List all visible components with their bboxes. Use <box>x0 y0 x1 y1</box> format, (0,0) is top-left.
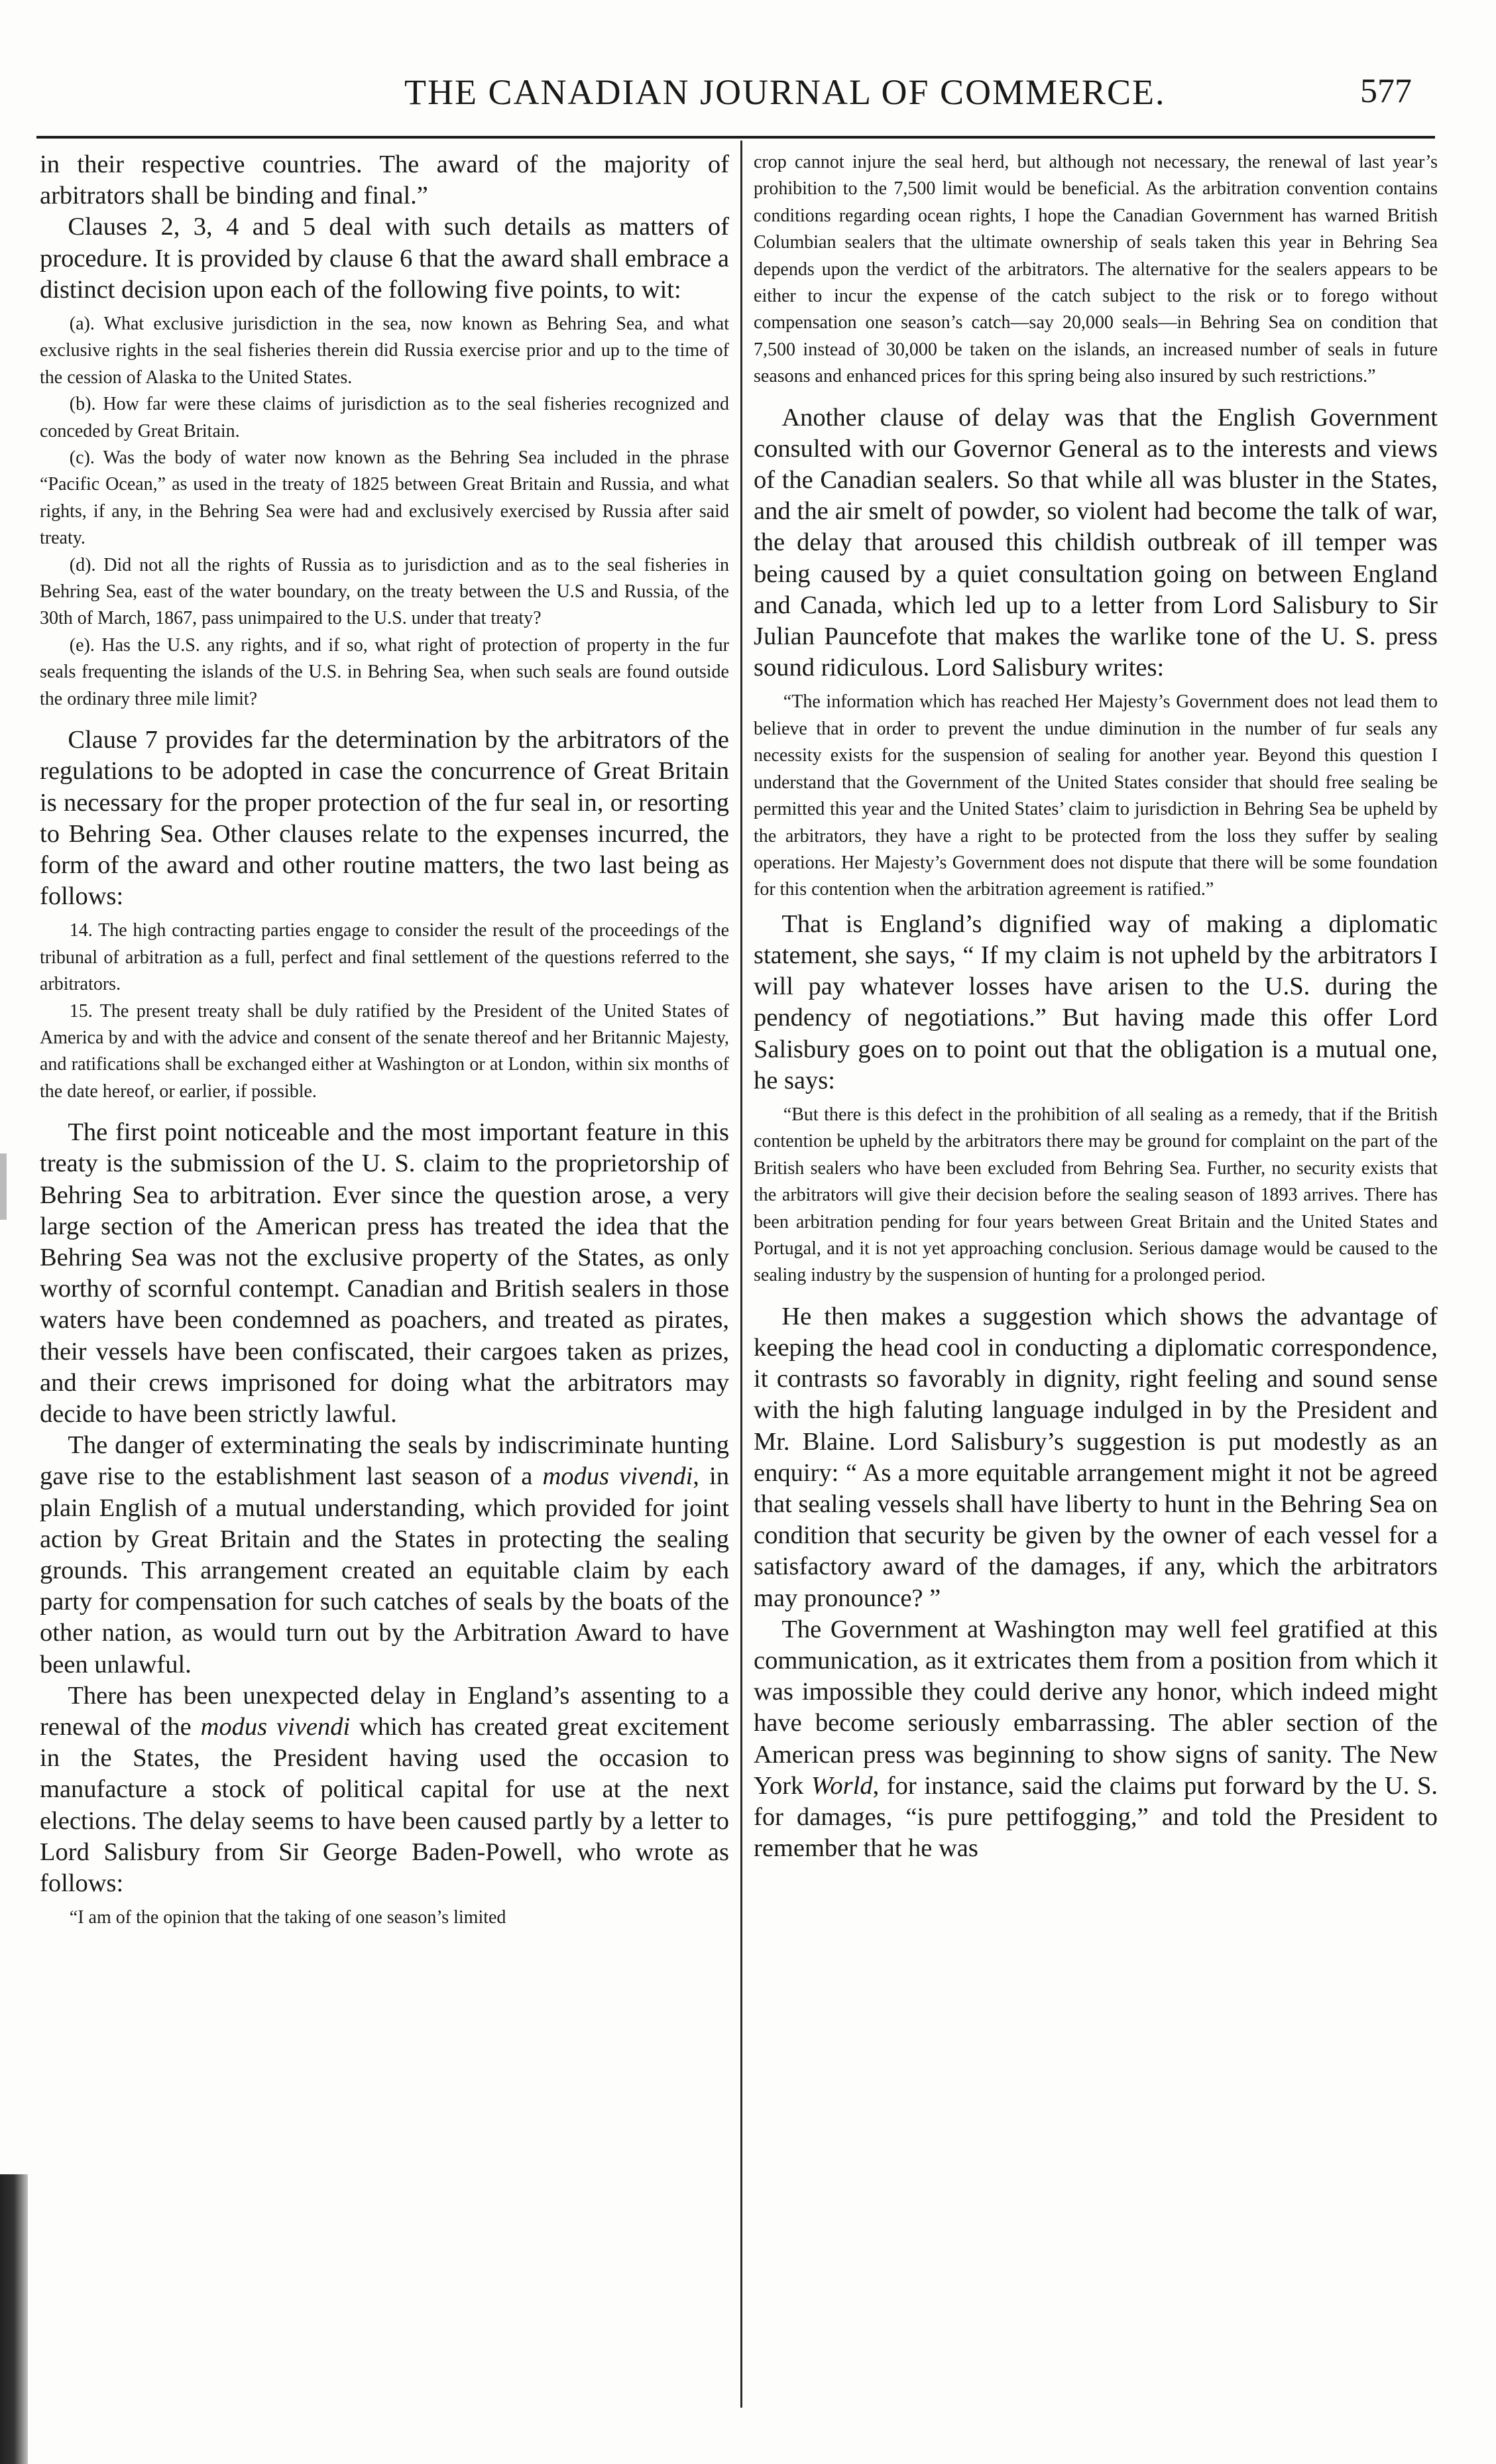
paragraph <box>40 1430 729 1680</box>
quoted-letter: “The information which has reached Her Majesty’s Government does not lead them to believe that in order to prevent the undue diminution in the number of fur seals any necessity exists for the suspension of sealing for another year. Beyond this question I understand that the Government of the United States consider that should free sealing be permitted this year and the United States’ claim to jurisdiction in Behring Sea be upheld by the arbitrators, they have a right to be protected from the loss they suffer by sealing operations. Her Majesty’s Government does not dispute that there will be some foundation for this contention when the arbitration agreement is ratified.” <box>754 691 1438 900</box>
scan-margin-mark <box>0 1153 7 1220</box>
quoted-clause: (e). Has the U.S. any rights, and if so, what right of protection of property in the fur seals frequenting the islands of the U.S. in Behring Sea, when such seals are found outside the ordinary three mile limit? <box>40 634 729 709</box>
page-header <box>86 72 1412 118</box>
spacer <box>754 1096 1438 1102</box>
italic-term: World <box>811 1771 873 1800</box>
page-number: 577 <box>1360 72 1412 110</box>
paragraph: Clauses 2, 3, 4 and 5 deal with such details as matters of procedure. It is provided by clause 6 that the award shall embrace a distinct decision upon each of the following five points, to wit: <box>40 213 729 304</box>
text-run: which has created great excitement in the States, the President having used the occasion to manufacture a stock of political capital for use at the next elections. The delay seems to have been caused partly by a letter to Lord Salisbury from Sir George Baden-Powell, who wrote as follows: <box>40 1713 729 1898</box>
left-column <box>40 149 729 2430</box>
spacer <box>40 306 729 311</box>
quoted-clause: 14. The high contracting parties engage to consider the result of the proceedings of the tribunal of arbitration as a full, perfect and final settlement of the questions referred to the arbitrators. <box>40 920 729 995</box>
quoted-clause: (a). What exclusive jurisdiction in the sea, now known as Behring Sea, and what exclusive rights in the seal fisheries therein did Russia exercise prior and up to the time of the cession of Alaska to the United States. <box>40 314 729 388</box>
paragraph: The first point noticeable and the most important feature in this treaty is the submission of the U. S. claim to the proprietorship of Behring Sea to arbitration. Ever since the question arose, a very large section of the American press has treated the idea that the Behring Sea was not the exclusive property of the States, as only worthy of scornful contempt. Canadian and British sealers in those waters have been condemned as poachers, and treated as pirates, their vessels have been confiscated, their cargoes taken as prizes, and their crews imprisoned for doing what the arbitrators may decide to have been strictly lawful. <box>40 1118 729 1428</box>
scan-binding-shadow <box>0 2174 28 2464</box>
column-rule <box>740 141 742 2408</box>
paragraph <box>754 1614 1438 1865</box>
quoted-clause: (c). Was the body of water now known as the Behring Sea included in the phrase “Pacific Ocean,” as used in the treaty of 1825 between Great Britain and Russia, and what rights, if any, in the Behring Sea were had and exclusively exercised by Russia after said treaty. <box>40 447 729 549</box>
text-run: The Government at Washington may well feel gratified at this communication, as it extricates them from a position from which it was impossible they could derive any honor, which indeed might have become seriously embarrassing. The abler section of the American press was beginning to show signs of sanity. The New York <box>754 1615 1438 1800</box>
spacer <box>754 1289 1438 1301</box>
paragraph: That is England’s dignified way of making a diplomatic statement, she says, “ If my claim is not upheld by the arbitrators I will pay whatever losses have arisen to the U.S. during the pendency of negotiations.” But having made this offer Lord Salisbury goes on to point out that the obligation is a mutual one, he says: <box>754 909 1438 1094</box>
spacer <box>754 904 1438 909</box>
paragraph <box>40 1680 729 1899</box>
spacer <box>40 1899 729 1905</box>
spacer <box>754 683 1438 689</box>
text-run: , in plain English of a mutual understanding, which provided for joint action by Great Britain and the States in protecting the sealing grounds. This arrangement created an equitable claim by each party for compensation for such catches of seals by the boats of the other nation, as would turn out by the Arbitration Award to have been unlawful. <box>40 1462 729 1678</box>
paragraph: Another clause of delay was that the English Government consulted with our Governor General as to the interests and views of the Canadian sealers. So that while all was bluster in the States, and the air smelt of powder, so violent had become the talk of war, the delay that aroused this childish outbreak of ill temper was being caused by a quiet consultation going on between England and Canada, which led up to a letter from Lord Salisbury to Sir Julian Pauncefote that makes the warlike tone of the U. S. press sound ridiculous. Lord Salisbury writes: <box>754 403 1438 682</box>
spacer <box>40 1105 729 1117</box>
quoted-letter: “I am of the opinion that the taking of one season’s limited <box>69 1907 506 1928</box>
right-column <box>754 149 1438 2430</box>
spacer <box>40 713 729 725</box>
quoted-letter: “But there is this defect in the prohibition of all sealing as a remedy, that if the British contention be upheld by the arbitrators there may be ground for complaint on the part of the British sealers who have been excluded from Behring Sea. Further, no security exists that the arbitrators will give their decision before the sealing season of 1893 arrives. There has been arbitration pending for four years between Great Britain and the United States and Portugal, and it is not yet approaching conclusion. Serious damage would be caused to the sealing industry by the suspension of hunting for a prolonged period. <box>754 1104 1438 1286</box>
text-run: There has been unexpected delay in England’s assenting to a renewal of the <box>40 1681 729 1741</box>
italic-term: modus vivendi <box>542 1462 693 1491</box>
paragraph: He then makes a suggestion which shows the advantage of keeping the head cool in conducting a diplomatic correspondence, it contrasts so favorably in dignity, right feeling and sound sense with the high faluting language indulged in by the President and Mr. Blaine. Lord Salisbury’s suggestion is put modestly as an enquiry: “ As a more equitable arrangement might it not be agreed that sealing vessels shall have liberty to hunt in the Behring Sea on condition that security be given by the owner of each vessel for a satisfactory award of the damages, if any, which the arbitrators may pronounce? ” <box>754 1302 1438 1612</box>
paragraph: in their respective countries. The award of the majority of arbitrators shall be binding and final.” <box>40 150 729 210</box>
italic-term: modus vivendi <box>200 1713 351 1741</box>
header-rule <box>36 136 1435 139</box>
spacer <box>754 390 1438 402</box>
paragraph: Clause 7 provides far the determination by the arbitrators of the regulations to be adopted in case the concurrence of Great Britain is necessary for the proper protection of the fur seal in, or resorting to Behring Sea. Other clauses relate to the expenses incurred, the form of the award and other routine matters, the two last being as follows: <box>40 726 729 911</box>
journal-title: THE CANADIAN JOURNAL OF COMMERCE. <box>404 72 1166 112</box>
text-run: The danger of exterminating the seals by indiscriminate hunting gave rise to the establishment last season of a <box>40 1431 729 1491</box>
quoted-clause: (b). How far were these claims of jurisdiction as to the seal fisheries recognized and conceded by Great Britain. <box>40 394 729 441</box>
quoted-clause: 15. The present treaty shall be duly ratified by the President of the United States of America by and with the advice and consent of the senate thereof and her Britannic Majesty, and ratifications shall be exchanged either at Washington or at London, within six months of the date hereof, or earlier, if possible. <box>40 1000 729 1102</box>
spacer <box>40 912 729 917</box>
quoted-clause: (d). Did not all the rights of Russia as to jurisdiction and as to the seal fisheries in Behring Sea, east of the water boundary, on the treaty between the U.S and Russia, of the 30th of March, 1867, pass unimpaired to the U.S. under that treaty? <box>40 554 729 629</box>
text-run: , for instance, said the claims put forward by the U. S. for damages, “is pure pettifogging,” and told the President to remember that he was <box>754 1771 1438 1863</box>
quoted-letter: crop cannot injure the seal herd, but although not necessary, the renewal of last year’s prohibition to the 7,500 limit would be beneficial. As the arbitration convention contains conditions regarding ocean rights, I hope the Canadian Government has warned British Columbian sealers that the ultimate ownership of seals taken this year in Behring Sea depends upon the verdict of the arbitrators. The alternative for the sealers appears to be either to incur the expense of the catch subject to the risk or to forego without compensation one season’s catch—say 20,000 seals—in Behring Sea on condition that 7,500 instead of 30,000 be taken on the islands, an increased number of seals in future seasons and enhanced prices for this spring being also insured by such restrictions.” <box>754 152 1438 387</box>
